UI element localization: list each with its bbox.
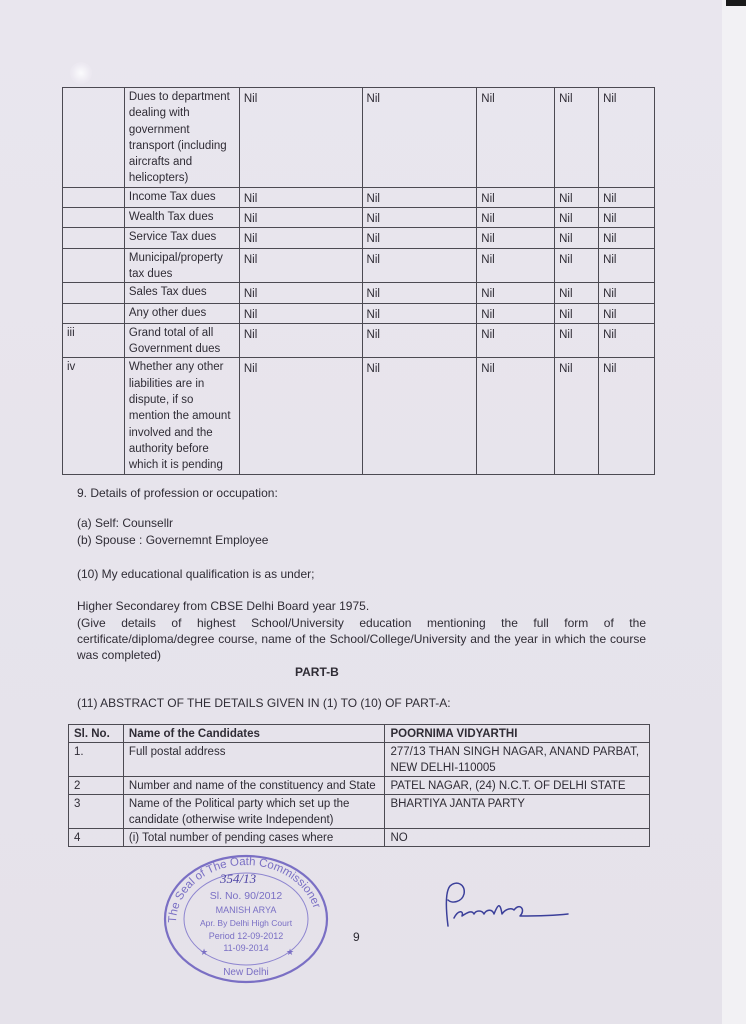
- page-edge: [722, 0, 746, 1024]
- dues-value: Nil: [239, 228, 362, 248]
- qualification-text: Higher Secondarey from CBSE Delhi Board year 1975.: [77, 599, 370, 613]
- address-line-2: NEW DELHI-110005: [390, 762, 496, 774]
- dues-value: Nil: [555, 303, 599, 323]
- dues-value: Nil: [239, 248, 362, 283]
- row-number: [63, 283, 125, 303]
- dues-value: Nil: [239, 323, 362, 358]
- dues-row: [63, 303, 655, 323]
- dues-value: Nil: [599, 283, 655, 303]
- occupation-spouse: (b) Spouse : Governemnt Employee: [77, 533, 269, 547]
- seal-line: Period 12-09-2012: [208, 931, 284, 941]
- candidate-name: POORNIMA VIDYARTHI: [385, 725, 650, 743]
- dues-value: Nil: [362, 228, 477, 248]
- row-number: [63, 208, 125, 228]
- dues-value: Nil: [362, 208, 477, 228]
- row-label: Number and name of the constituency and State: [123, 777, 385, 795]
- dues-row: [63, 323, 655, 358]
- header-name: Name of the Candidates: [123, 725, 385, 743]
- dues-item: Municipal/property tax dues: [124, 248, 239, 283]
- dues-value: Nil: [555, 208, 599, 228]
- row-number: [63, 187, 125, 207]
- dues-value: Nil: [362, 248, 477, 283]
- qualification-instruction: (Give details of highest School/University education mentioning the full form of the certificate/diploma/degree course, name of the School/College/University and the year in which the course was completed): [77, 616, 646, 662]
- dues-value: Nil: [555, 358, 599, 474]
- dues-value: Nil: [477, 88, 555, 188]
- row-number: 4: [69, 829, 124, 847]
- dues-row: [63, 248, 655, 283]
- dues-row: [63, 208, 655, 228]
- row-label: (i) Total number of pending cases where: [123, 829, 385, 847]
- row-number: 2: [69, 777, 124, 795]
- dues-value: Nil: [239, 88, 362, 188]
- dues-value: Nil: [477, 303, 555, 323]
- row-value: BHARTIYA JANTA PARTY: [385, 795, 650, 829]
- dues-row: [63, 283, 655, 303]
- row-value: PATEL NAGAR, (24) N.C.T. OF DELHI STATE: [385, 777, 650, 795]
- dues-value: Nil: [599, 358, 655, 474]
- dues-row: [63, 358, 655, 474]
- dues-table: [62, 87, 655, 475]
- dues-item: Sales Tax dues: [124, 283, 239, 303]
- section-9-heading: 9. Details of profession or occupation:: [77, 486, 278, 500]
- dues-value: Nil: [555, 283, 599, 303]
- header-sl-no: Sl. No.: [69, 725, 124, 743]
- dues-value: Nil: [362, 323, 477, 358]
- oath-commissioner-seal: [162, 853, 330, 985]
- dues-item: Income Tax dues: [124, 187, 239, 207]
- seal-star-icon: ★: [286, 947, 295, 957]
- abstract-table: [68, 724, 650, 847]
- row-number: iv: [63, 358, 125, 474]
- seal-line: Sl. No. 90/2012: [209, 890, 283, 902]
- dues-item: Wealth Tax dues: [124, 208, 239, 228]
- row-label: Full postal address: [123, 743, 385, 777]
- dues-value: Nil: [599, 187, 655, 207]
- row-number: [63, 248, 125, 283]
- dues-value: Nil: [599, 88, 655, 188]
- dues-value: Nil: [362, 187, 477, 207]
- dues-value: Nil: [477, 283, 555, 303]
- row-number: 1.: [69, 743, 124, 777]
- occupation-self: (a) Self: Counsellr: [77, 516, 174, 530]
- dues-value: Nil: [362, 283, 477, 303]
- section-10-heading: (10) My educational qualification is as under;: [77, 567, 315, 581]
- dues-value: Nil: [477, 208, 555, 228]
- dues-value: Nil: [362, 358, 477, 474]
- row-number: iii: [63, 323, 125, 358]
- dues-row: [63, 228, 655, 248]
- seal-bottom-text: New Delhi: [223, 967, 269, 978]
- dues-item: Any other dues: [124, 303, 239, 323]
- abstract-row: [69, 795, 650, 829]
- signature-stroke: [446, 883, 568, 926]
- seal-line: 11-09-2014: [223, 943, 269, 953]
- dues-row: [63, 88, 655, 188]
- dues-value: Nil: [477, 323, 555, 358]
- dues-value: Nil: [599, 248, 655, 283]
- dues-value: Nil: [599, 228, 655, 248]
- row-label: Name of the Political party which set up the candidate (otherwise write Independent): [123, 795, 385, 829]
- dues-value: Nil: [239, 303, 362, 323]
- dues-value: Nil: [599, 208, 655, 228]
- abstract-row: [69, 777, 650, 795]
- dues-item: Dues to department dealing with government transport (including aircrafts and helicopters): [124, 88, 239, 188]
- signature: [440, 880, 580, 930]
- dues-value: Nil: [362, 88, 477, 188]
- dues-item: Grand total of all Government dues: [124, 323, 239, 358]
- page-edge-shadow: [726, 0, 746, 6]
- dues-value: Nil: [239, 283, 362, 303]
- dues-value: Nil: [239, 358, 362, 474]
- section-11-heading: (11) ABSTRACT OF THE DETAILS GIVEN IN (1) TO (10) OF PART-A:: [77, 696, 451, 710]
- dues-row: [63, 187, 655, 207]
- row-number: [63, 228, 125, 248]
- dues-value: Nil: [477, 187, 555, 207]
- seal-star-icon: ★: [200, 947, 209, 957]
- row-number: [63, 88, 125, 188]
- dues-item: Service Tax dues: [124, 228, 239, 248]
- dues-value: Nil: [599, 323, 655, 358]
- dues-value: Nil: [239, 187, 362, 207]
- seal-line: Apr. By Delhi High Court: [199, 918, 293, 928]
- seal-line: MANISH ARYA: [215, 905, 277, 915]
- dues-value: Nil: [555, 88, 599, 188]
- dues-value: Nil: [599, 303, 655, 323]
- dues-value: Nil: [477, 358, 555, 474]
- part-b-title: PART-B: [295, 665, 339, 679]
- page-number: 9: [353, 930, 360, 944]
- abstract-row: [69, 829, 650, 847]
- dues-value: Nil: [477, 248, 555, 283]
- dues-value: Nil: [362, 303, 477, 323]
- abstract-row: [69, 743, 650, 777]
- row-number: [63, 303, 125, 323]
- row-value: NO: [385, 829, 650, 847]
- seal-handwritten-number: 354/13: [220, 871, 257, 886]
- dues-value: Nil: [555, 323, 599, 358]
- dues-value: Nil: [477, 228, 555, 248]
- paper-mark: [70, 62, 92, 84]
- dues-value: Nil: [555, 228, 599, 248]
- abstract-header-row: [69, 725, 650, 743]
- address-line-1: 277/13 THAN SINGH NAGAR, ANAND PARBAT,: [390, 746, 640, 758]
- row-number: 3: [69, 795, 124, 829]
- dues-value: Nil: [239, 208, 362, 228]
- row-value: [385, 743, 650, 777]
- dues-item: Whether any other liabilities are in dispute, if so mention the amount involved and the authority before which it is pending: [124, 358, 239, 474]
- dues-value: Nil: [555, 248, 599, 283]
- dues-value: Nil: [555, 187, 599, 207]
- seal-ring-text: The Seal of The Oath Commissioner: [166, 855, 323, 924]
